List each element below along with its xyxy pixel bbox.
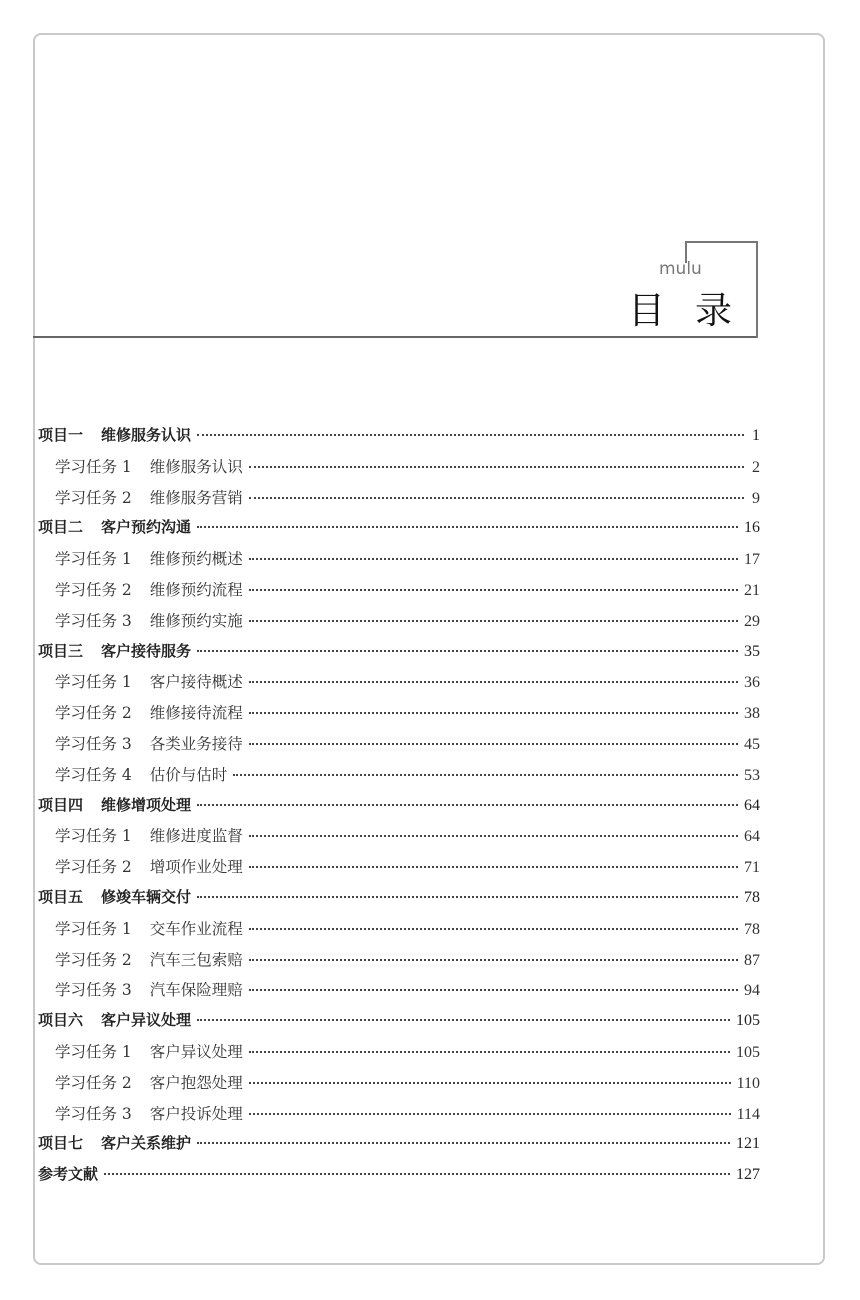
entry-title: 增项作业处理 <box>149 858 243 877</box>
dot-leader <box>249 835 738 837</box>
dot-leader <box>249 558 738 560</box>
page-number: 94 <box>744 982 760 1000</box>
entry-title: 汽车保险理赔 <box>149 981 243 1000</box>
toc-task-entry[interactable] <box>38 763 760 794</box>
entry-title: 维修预约流程 <box>149 580 243 599</box>
entry-title: 维修服务认识 <box>101 426 192 444</box>
page-number: 64 <box>744 796 760 814</box>
toc-project-entry[interactable] <box>38 1132 760 1163</box>
entry-number: 学习任务 2 <box>55 580 132 599</box>
page-number: 36 <box>744 674 760 692</box>
entry-title: 维修进度监督 <box>149 827 243 846</box>
page-number: 71 <box>744 859 760 877</box>
toc-task-entry[interactable] <box>38 855 760 886</box>
entry-title: 交车作业流程 <box>149 919 243 938</box>
page-number: 105 <box>736 1043 760 1061</box>
dot-leader <box>104 1173 730 1175</box>
entry-number: 项目一 <box>38 426 84 444</box>
page-number: 78 <box>744 920 760 938</box>
toc-task-entry[interactable] <box>38 732 760 763</box>
entry-title: 维修预约概述 <box>149 550 243 569</box>
entry-number: 学习任务 3 <box>55 734 132 753</box>
page-number: 78 <box>744 888 760 906</box>
toc-project-entry[interactable] <box>38 1009 760 1040</box>
header-rule <box>33 336 758 338</box>
entry-title: 维修服务认识 <box>149 457 243 476</box>
toc-project-entry[interactable] <box>38 516 760 547</box>
entry-number: 项目六 <box>38 1011 84 1030</box>
entry-number: 学习任务 1 <box>55 919 132 938</box>
dot-leader <box>233 774 738 776</box>
page-number: 1 <box>752 427 760 444</box>
dot-leader <box>197 896 738 898</box>
page-number: 9 <box>752 489 760 507</box>
toc-project-entry[interactable] <box>38 886 760 917</box>
dot-leader <box>197 1019 730 1021</box>
toc-task-entry[interactable] <box>38 578 760 609</box>
toc-task-entry[interactable] <box>38 978 760 1009</box>
toc-task-entry[interactable] <box>38 1040 760 1071</box>
entry-title: 维修预约实施 <box>149 611 243 630</box>
toc-project-entry[interactable] <box>38 794 760 825</box>
title-pinyin: mulu <box>659 259 702 279</box>
entry-number: 学习任务 3 <box>55 1104 132 1123</box>
entry-number: 项目七 <box>38 1134 84 1153</box>
toc-task-entry[interactable] <box>38 455 760 486</box>
toc-project-entry[interactable] <box>38 1163 760 1194</box>
entry-title: 修竣车辆交付 <box>101 887 192 906</box>
entry-number: 学习任务 3 <box>55 981 132 1000</box>
page-number: 87 <box>744 951 760 969</box>
dot-leader <box>249 466 744 468</box>
entry-title: 客户关系维护 <box>101 1134 192 1153</box>
toc-task-entry[interactable] <box>38 547 760 578</box>
dot-leader <box>197 434 744 436</box>
page-number: 21 <box>744 581 760 599</box>
dot-leader <box>197 650 738 652</box>
dot-leader <box>249 743 738 745</box>
entry-number: 学习任务 3 <box>55 611 132 630</box>
page-number: 35 <box>744 642 760 660</box>
entry-number: 项目二 <box>38 518 84 537</box>
entry-title: 维修服务营销 <box>149 488 243 507</box>
dot-leader <box>249 1082 731 1084</box>
toc-project-entry[interactable] <box>38 640 760 671</box>
page-number: 16 <box>744 519 760 537</box>
table-of-contents <box>38 424 760 1194</box>
dot-leader <box>249 681 738 683</box>
page-number: 121 <box>736 1135 760 1153</box>
entry-title: 各类业务接待 <box>149 734 243 753</box>
entry-number: 学习任务 2 <box>55 488 132 507</box>
entry-title: 客户异议处理 <box>101 1011 192 1030</box>
entry-number: 学习任务 1 <box>55 457 132 476</box>
page-number: 29 <box>744 612 760 630</box>
entry-number: 学习任务 2 <box>55 704 132 723</box>
toc-task-entry[interactable] <box>38 1071 760 1102</box>
entry-title: 客户抱怨处理 <box>149 1073 243 1092</box>
dot-leader <box>249 1113 731 1115</box>
entry-number: 项目三 <box>38 641 84 660</box>
entry-title: 维修增项处理 <box>101 795 192 814</box>
toc-task-entry[interactable] <box>38 609 760 640</box>
page-number: 17 <box>744 551 760 569</box>
dot-leader <box>249 1051 730 1053</box>
entry-number: 参考文献 <box>38 1165 99 1184</box>
entry-number: 项目五 <box>38 887 84 906</box>
toc-task-entry[interactable] <box>38 486 760 517</box>
toc-task-entry[interactable] <box>38 948 760 979</box>
entry-title: 客户接待概述 <box>149 673 243 692</box>
entry-title: 客户异议处理 <box>149 1042 243 1061</box>
entry-number: 学习任务 1 <box>55 1042 132 1061</box>
entry-number: 项目四 <box>38 795 84 814</box>
entry-title: 汽车三包索赔 <box>149 950 243 969</box>
toc-task-entry[interactable] <box>38 701 760 732</box>
page-number: 38 <box>744 705 760 723</box>
entry-title: 客户预约沟通 <box>101 518 192 537</box>
dot-leader <box>249 620 738 622</box>
toc-task-entry[interactable] <box>38 917 760 948</box>
entry-number: 学习任务 2 <box>55 1073 132 1092</box>
toc-project-entry[interactable] <box>38 424 760 455</box>
toc-task-entry[interactable] <box>38 824 760 855</box>
page-number: 110 <box>736 1074 760 1092</box>
page-number: 53 <box>744 766 760 784</box>
toc-task-entry[interactable] <box>38 1102 760 1133</box>
dot-leader <box>249 989 738 991</box>
dot-leader <box>249 589 738 591</box>
page-number: 45 <box>744 735 760 753</box>
dot-leader <box>197 526 738 528</box>
dot-leader <box>249 928 738 930</box>
entry-number: 学习任务 1 <box>55 827 132 846</box>
page-number: 127 <box>736 1166 760 1184</box>
toc-task-entry[interactable] <box>38 670 760 701</box>
entry-title: 估价与估时 <box>149 765 228 784</box>
entry-title: 客户接待服务 <box>101 641 192 660</box>
dot-leader <box>249 497 744 499</box>
page-number: 64 <box>744 828 760 846</box>
dot-leader <box>197 1142 730 1144</box>
dot-leader <box>249 959 738 961</box>
dot-leader <box>249 866 738 868</box>
page-number: 105 <box>736 1012 760 1030</box>
dot-leader <box>249 712 738 714</box>
entry-title: 维修接待流程 <box>149 704 243 723</box>
page-number: 114 <box>736 1105 760 1123</box>
entry-number: 学习任务 2 <box>55 950 132 969</box>
entry-title: 客户投诉处理 <box>149 1104 243 1123</box>
entry-number: 学习任务 2 <box>55 858 132 877</box>
entry-number: 学习任务 1 <box>55 673 132 692</box>
dot-leader <box>197 804 738 806</box>
page-number: 2 <box>752 458 760 476</box>
header-bracket <box>685 241 758 243</box>
entry-number: 学习任务 4 <box>55 765 132 784</box>
page-title: 目录 <box>628 289 762 332</box>
entry-number: 学习任务 1 <box>55 550 132 569</box>
